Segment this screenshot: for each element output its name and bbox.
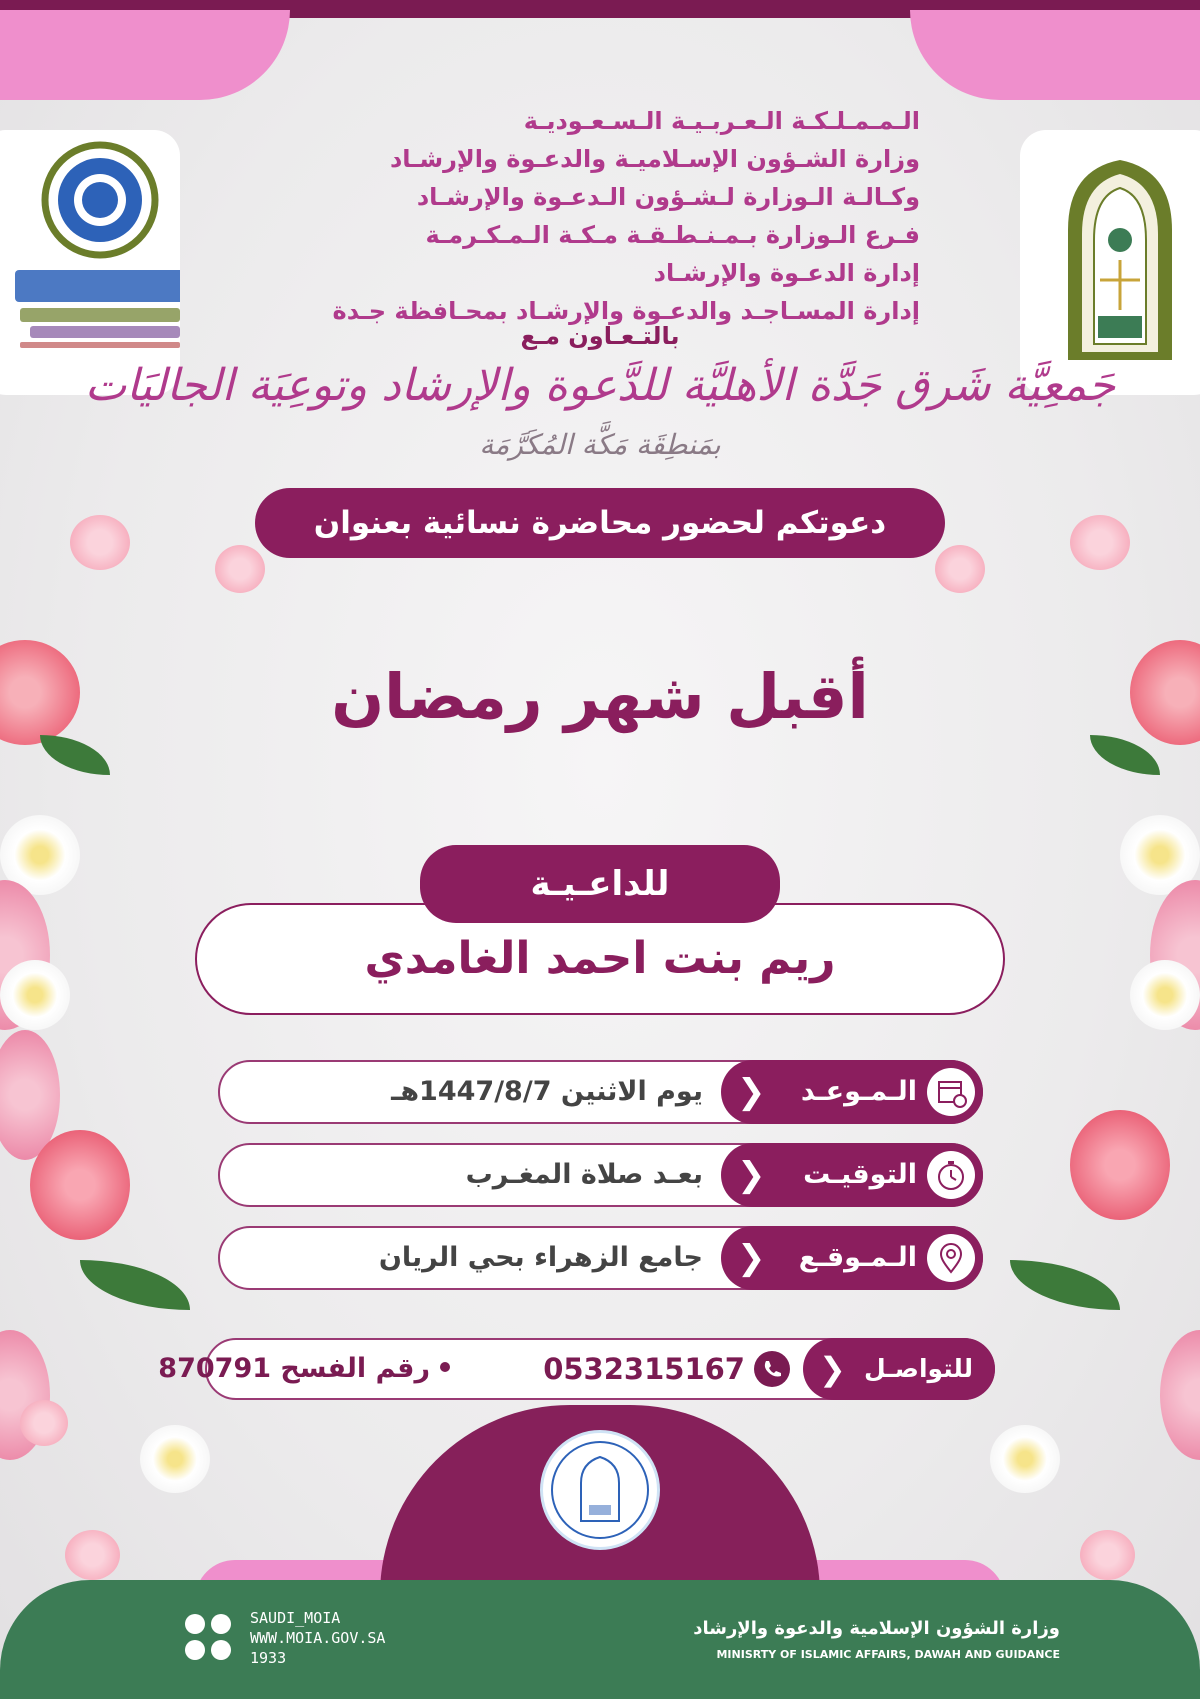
info-value: بعـد صلاة المغـرب (465, 1159, 703, 1190)
permit-number: رقم الفسح 870791 (158, 1353, 430, 1384)
stopwatch-icon (927, 1151, 975, 1199)
chevron-left-icon: ❮ (737, 1238, 766, 1278)
header-line: فـرع الـوزارة بـمـنـطـقـة مـكـة الـمـكـرمـة (425, 221, 920, 249)
info-row-location (218, 1226, 983, 1290)
speaker-label: للداعـيـة (420, 845, 780, 923)
association-region: بمَنطِقَة مَكَّة المُكَرَّمَة (479, 428, 721, 461)
flower-decor (65, 1530, 120, 1580)
footer-ministry-ar: وزارة الشؤون الإسلامية والدعوة والإرشاد (693, 1618, 1060, 1639)
flower-decor (20, 1400, 68, 1446)
association-name: جَمعِيَّة شَرق جَدَّة الأهليَّة للدَّعوة والإرشاد وتوعِيَة الجاليَات (84, 360, 1116, 411)
leaf-decor (1010, 1260, 1120, 1310)
flower-decor (935, 545, 985, 593)
info-row-date (218, 1060, 983, 1124)
info-label: الـمـوقـع (798, 1242, 917, 1273)
association-logo-card (0, 130, 180, 395)
collaboration-label: بالتـعـاون مـع (520, 322, 680, 350)
speaker-name: ريم بنت احمد الغامدي (195, 903, 1005, 1015)
info-value: جامع الزهراء بحي الريان (378, 1242, 703, 1273)
footer-bar (0, 1580, 1200, 1699)
flower-decor (140, 1425, 210, 1493)
flower-decor (990, 1425, 1060, 1493)
info-label-box (721, 1226, 983, 1290)
info-label: التوقيـت (803, 1159, 917, 1190)
chevron-left-icon: ❮ (737, 1072, 766, 1112)
ministry-seal (540, 1430, 660, 1550)
info-label-box (721, 1143, 983, 1207)
association-logo (0, 130, 180, 395)
ministry-logo (1020, 130, 1200, 395)
flower-decor (1160, 1330, 1200, 1460)
header-lines (280, 102, 920, 330)
phone-icon (754, 1351, 790, 1387)
info-label-box (721, 1060, 983, 1124)
footer-links (250, 1608, 385, 1668)
twitter-icon[interactable] (185, 1614, 205, 1634)
calendar-icon (927, 1068, 975, 1116)
instagram-icon[interactable] (211, 1614, 231, 1634)
flower-decor (70, 515, 130, 570)
decor-pink-top-left (0, 10, 290, 100)
footer-ministry-en: MINISRTY OF ISLAMIC AFFAIRS, DAWAH AND GUIDANCE (716, 1648, 1060, 1661)
lecture-title: أقبل شهر رمضان (331, 660, 869, 733)
social-icons (185, 1614, 239, 1662)
contact-phone[interactable]: 0532315167 (543, 1352, 745, 1386)
header-line: إدارة الدعـوة والإرشـاد (653, 259, 920, 287)
decor-pink-top-right (910, 10, 1200, 100)
flower-decor (1070, 1110, 1170, 1220)
info-row-time (218, 1143, 983, 1207)
header-line: وكـالـة الـوزارة لـشـؤون الـدعـوة والإرشـاد (416, 183, 920, 211)
flower-decor (0, 960, 70, 1030)
chevron-left-icon: ❮ (819, 1350, 846, 1388)
leaf-decor (40, 735, 110, 775)
footer-phone[interactable]: 1933 (250, 1649, 287, 1667)
leaf-decor (1090, 735, 1160, 775)
location-pin-icon (927, 1234, 975, 1282)
contact-label: للتواصـل (863, 1354, 973, 1383)
flower-decor (30, 1130, 130, 1240)
contact-label-box (803, 1338, 995, 1400)
footer-website[interactable]: WWW.MOIA.GOV.SA (250, 1629, 386, 1647)
header-line: إدارة المسـاجـد والدعـوة والإرشـاد بمحـافظة جـدة (332, 297, 920, 325)
bullet-separator (440, 1362, 450, 1372)
contact-row (158, 1338, 995, 1400)
flower-decor (1130, 960, 1200, 1030)
chevron-left-icon: ❮ (737, 1155, 766, 1195)
flower-decor (1070, 515, 1130, 570)
ministry-logo-card (1020, 130, 1200, 395)
header-line: وزارة الشـؤون الإسـلاميـة والدعـوة والإرشـاد (389, 145, 920, 173)
header-line: الـمـمـلـكـة الـعـربـيـة الـسـعـوديـة (523, 107, 920, 135)
flower-decor (215, 545, 265, 593)
flower-decor (1080, 1530, 1135, 1580)
invitation-banner: دعوتكم لحضور محاضرة نسائية بعنوان (255, 488, 945, 558)
facebook-icon[interactable] (185, 1640, 205, 1660)
phone-icon[interactable] (211, 1640, 231, 1660)
leaf-decor (80, 1260, 190, 1310)
info-label: الـمـوعـد (800, 1076, 917, 1107)
footer-handle[interactable]: SAUDI_MOIA (250, 1609, 341, 1627)
info-value: يوم الاثنين 1447/8/7هـ (391, 1076, 703, 1107)
